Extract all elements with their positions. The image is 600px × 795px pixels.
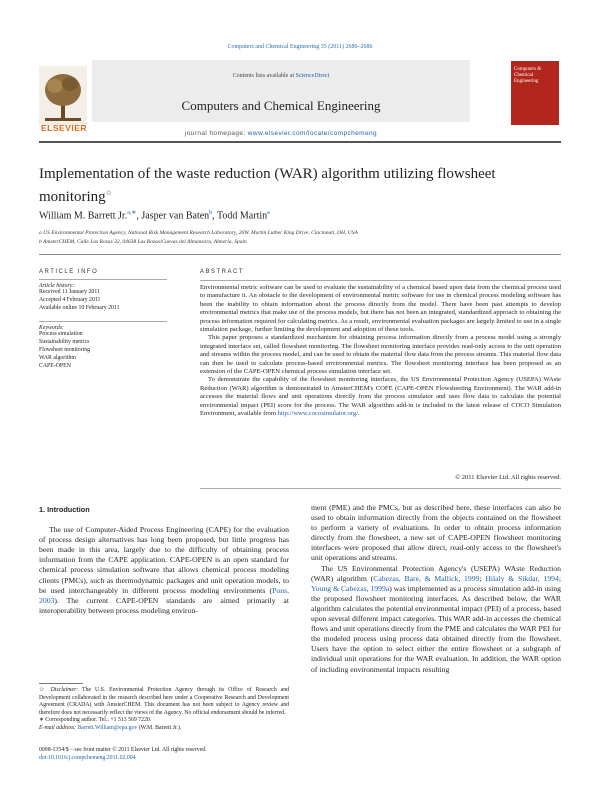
footnote-divider <box>39 683 83 684</box>
issn-line: 0098-1354/$ – see front matter © 2011 Elsevier Ltd. All rights reserved. <box>39 747 207 753</box>
keyword: Flowsheet monitoring <box>39 346 91 353</box>
keyword: Process simulation <box>39 331 83 338</box>
publisher-name: ELSEVIER <box>40 123 88 133</box>
header-divider <box>39 254 561 255</box>
sciencedirect-link[interactable]: ScienceDirect <box>295 73 330 79</box>
disclaimer-footnote: ☆ Disclaimer: The U.S. Environmental Protection Agency through its Office of Research and Development collaborated in the research described here under a Cooperative Research and Development Agreement (CRADA) with AmsterCHEM. This document has not been subject to Agency review and therefore does not necessarily reflect the views of the Agency. No official endorsement should be inferred. <box>39 687 290 716</box>
citation-link[interactable]: Hilaly & Sikdar, 1994 <box>485 573 559 583</box>
article-info-panel <box>39 269 167 370</box>
email-footnote: E-mail address: Barrett.William@epa.gov (W.M. Barrett Jr.). <box>39 724 182 731</box>
abstract-paragraph: This paper proposes a standardized mechanism for obtaining process information directly from a process model using a strongly integrated interface set, called flowsheet monitoring. The flowsheet monitoring interface provides read-only access to the unit operation and streams within the process model, and can be used to obtain the material flow data from the process streams. This material flow data can then be used to calculate process-based environmental metrics. The flowsheet monitoring interface has been proposed as an extension of the CAPE-OPEN chemical process simulation interface set. <box>200 334 561 376</box>
elsevier-tree-logo-icon <box>39 66 87 126</box>
keywords-label: Keywords: <box>39 325 64 332</box>
author-name: Todd Martin <box>217 210 268 222</box>
citation-link[interactable]: Young & Cabezas, 1999a <box>311 583 390 593</box>
abstract-paragraph: Environmental metric software can be used to evaluate the sustainability of a chemical based upon data from the chemical process used to manufacture it. An obstacle to the development of environmental metric software for use in chemical process modeling software has been the inability to obtain information about the process directly from the model. There have been past attempts to develop environmental metrics that make use of the process models, but there has not been an integrated, standardized approach to obtaining the process information required for calculating metrics. As a result, environmental evaluation packages are largely limited to use in a single simulation package, further limiting the development and adoption of these tools. <box>200 284 561 334</box>
keyword: WAR algorithm <box>39 354 76 361</box>
abstract-paragraph: To demonstrate the capability of the flowsheet monitoring interfaces, the US Environmental Protection Agency (USEPA) WAste Reduction (WAR) algorithm is demonstrated in AmsterCHEM's COFE (CAPE-OPEN Flowsheeting Environment). The WAR add-in accesses the material flows and unit operations directly from the process simulator and uses flow data to calculate the potential environmental impact (PEI) score for the process. The WAR algorithm add-in is included in the latest release of COCO Simulation Environment, available from http://www.cocosimulator.org/. <box>200 376 561 418</box>
body-column-left <box>39 505 289 616</box>
author-list: William M. Barrett Jr.$^{a,∗}$, Jasper van Baten$^b$, Todd Martin$^a$ <box>39 210 270 222</box>
masthead-box <box>92 60 470 137</box>
keyword: Sustainability metrics <box>39 339 90 346</box>
footnotes <box>39 687 289 733</box>
history-item: Accepted 4 February 2011 <box>39 296 101 303</box>
front-matter-info <box>39 747 207 762</box>
author-name: William M. Barrett Jr. <box>39 210 128 222</box>
history-label: Article history: <box>39 283 75 289</box>
section-heading: 1. Introduction <box>39 505 90 514</box>
affiliation-line: a US Environmental Protection Agency, National Risk Management Research Laboratory, 26W. Martin Luther King Drive, Cincinnati, OH, USA <box>39 230 358 236</box>
masthead-divider <box>39 141 561 143</box>
body-paragraph: The use of Computer-Aided Process Engineering (CAPE) for the evaluation of process design alternatives has long been proposed, but little progress has been made in this area, largely due to the difficulty of obtaining process information from the CAPE application. CAPE-OPEN is an open standard for chemical process simulation software that allows chemical process modeling clients (PMCs), such as thermodynamic packages and unit operation models, to be used interchangeably in different process modeling environments (Pons, 2003). The current CAPE-OPEN standards are aimed primarily at interoperability between process modeling environ- <box>39 525 289 615</box>
journal-cover-image: Computers & Chemical Engineering <box>511 61 559 125</box>
corresponding-author-footnote: ∗ Corresponding author. Tel.: +1 513 569 7220. <box>39 717 152 724</box>
body-column-right <box>311 503 561 675</box>
journal-homepage: journal homepage: www.elsevier.com/locate/compchemeng <box>184 130 378 137</box>
article-info-heading: ARTICLE INFO <box>39 269 99 275</box>
doi-link[interactable]: doi:10.1016/j.compchemeng.2011.02.004 <box>39 754 136 761</box>
copyright-notice: © 2011 Elsevier Ltd. All rights reserved. <box>455 474 561 481</box>
title-footnote-mark: ☆ <box>105 189 112 197</box>
running-head: Computers and Chemical Engineering 35 (2011) 2680–2686 <box>227 44 373 50</box>
coco-link[interactable]: http://www.cocosimulator.org/ <box>277 410 359 418</box>
homepage-link[interactable]: www.elsevier.com/locate/compchemeng <box>247 130 378 137</box>
author-name: Jasper van Baten <box>141 210 210 222</box>
abstract-heading: ABSTRACT <box>200 269 245 275</box>
article-title: Implementation of the waste reduction (WAR) algorithm utilizing flowsheet monitoring☆ <box>39 166 496 205</box>
affiliations <box>39 229 358 247</box>
email-link[interactable]: Barrett.William@epa.gov <box>77 724 138 731</box>
history-item: Received 11 January 2011 <box>39 289 100 295</box>
citation-link[interactable]: Cabezas, Bare, & Mallick, 1999 <box>373 573 480 583</box>
body-paragraph: ment (PME) and the PMCs, but as described here, these interfaces can also be used to obtain information directly from the objects contained on the flowsheet to perform a variety of evaluations. In order to obtain process information directly from the flowsheet, a new set of CAPE-OPEN flowsheet monitoring interfaces were proposed that allow direct, read-only access to the flowsheet's unit operations and streams. <box>311 503 561 563</box>
keyword: CAPE-OPEN <box>39 362 71 369</box>
journal-title: Computers and Chemical Engineering <box>181 98 381 113</box>
journal-masthead <box>39 56 561 138</box>
citation-link[interactable]: Pons, 2003 <box>39 585 289 605</box>
history-item: Available online 10 February 2011 <box>39 304 120 311</box>
abstract-body <box>200 284 561 419</box>
affiliation-line: b AmsterCHEM, Calle Las Rozas 32, 04638 Las Rozas/Cuevas del Almanzora, Almería, Spain <box>39 239 247 245</box>
body-paragraph: The US Environmental Protection Agency's (USEPA) WAste Reduction (WAR) algorithm (Cabezas, Bare, & Mallick, 1999; Hilaly & Sikdar, 1994; Young & Cabezas, 1999a) was implemented as a process simulation add-in using the proposed flowsheet monitoring interfaces. As described below, the WAR algorithm calculates the potential environmental impact (PEI) of a process, based upon several different impact categories. This WAR add-in accesses the chemical flows and unit operations directly from the PME and calculates the WAR PEI for the modeled process using process data obtained directly from the flowsheet. Users have the option to select either the entire flowsheet or a subgraph of individual unit operations for the WAR evaluation. In addition, the WAR option of including environmental impacts resulting <box>311 563 561 674</box>
contents-line: Contents lists available at ScienceDirect <box>232 73 330 79</box>
